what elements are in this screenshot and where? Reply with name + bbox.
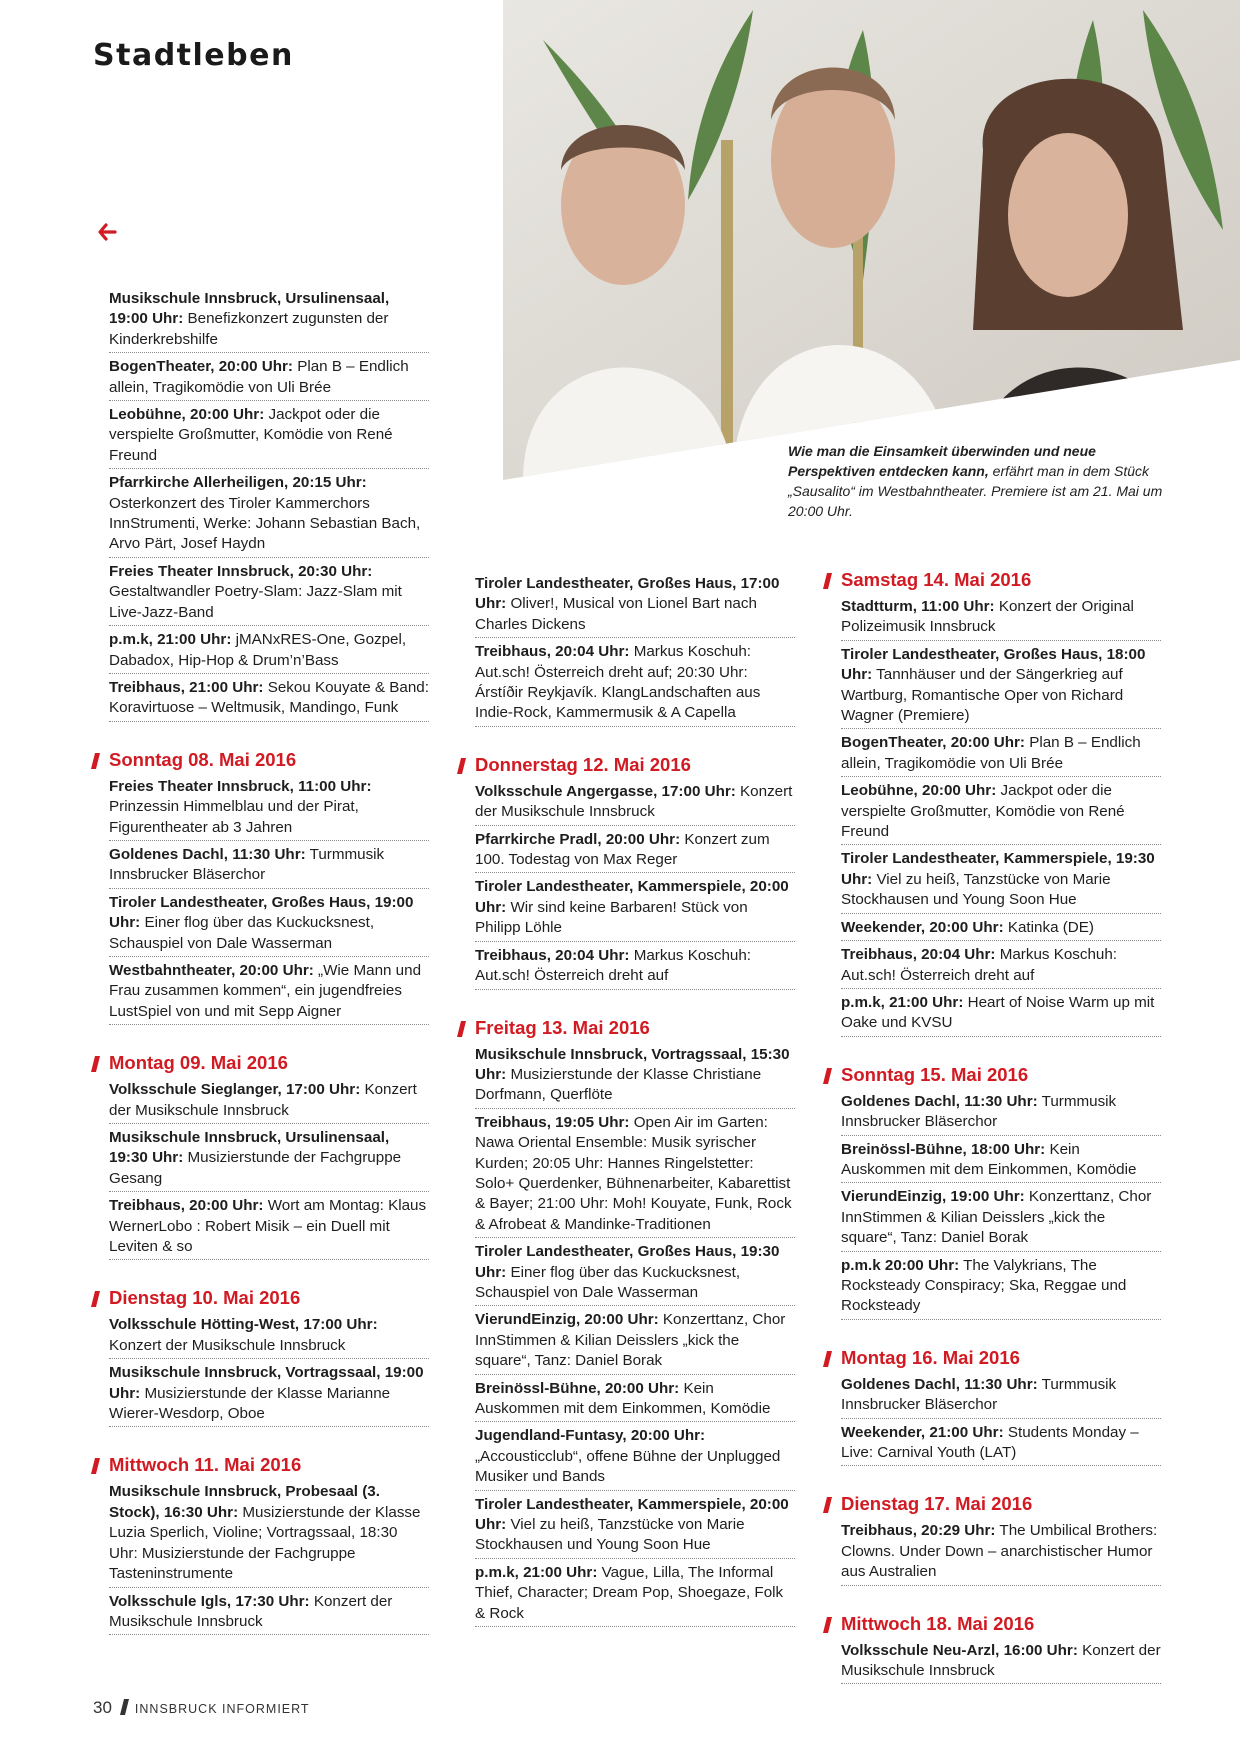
event-entry (109, 1314, 429, 1359)
event-description: Prinzessin Himmelblau und der Pirat, Figurentheater ab 3 Jahren (109, 798, 359, 836)
day-block (841, 568, 1161, 1037)
day-heading: Mittwoch 18. Mai 2016 (841, 1612, 1161, 1636)
event-entry (475, 1378, 795, 1423)
event-venue-time: Treibhaus, 21:00 Uhr: (109, 678, 264, 696)
event-entry (475, 1241, 795, 1306)
event-venue-time: Tiroler Landestheater, Großes Haus, 19:00 Uhr: (109, 893, 414, 932)
event-venue-time: Volksschule Angergasse, 17:00 Uhr: (475, 782, 736, 800)
event-venue-time: VierundEinzig, 19:00 Uhr: (841, 1188, 1025, 1206)
event-entry (841, 1422, 1161, 1467)
event-venue-time: Westbahntheater, 20:00 Uhr: (109, 961, 314, 979)
event-venue-time: Tiroler Landestheater, Großes Haus, 19:30 Uhr: (475, 1243, 780, 1281)
day-block (475, 573, 795, 727)
event-description: Konzert zum 100. Todestag von Max Reger (475, 830, 770, 869)
day-block (841, 1492, 1161, 1585)
event-venue-time: Musikschule Innsbruck, Ursulinensaal, 19:30 Uhr: (109, 1129, 390, 1167)
event-entry (841, 1186, 1161, 1251)
event-venue-time: Weekender, 21:00 Uhr: (841, 1423, 1004, 1441)
event-description: Konzert der Musikschule Innsbruck (109, 1592, 393, 1630)
event-venue-time: Breinössl-Bühne, 18:00 Uhr: (841, 1140, 1046, 1158)
event-description: Turmmusik Innsbrucker Bläserchor (841, 1092, 1117, 1131)
day-heading: Sonntag 08. Mai 2016 (109, 748, 429, 772)
day-block (475, 753, 795, 990)
event-venue-time: Goldenes Dachl, 11:30 Uhr: (841, 1375, 1038, 1393)
event-entry (109, 844, 429, 889)
event-entry (841, 1520, 1161, 1585)
event-description: Kein Auskommen mit dem Einkommen, Komödie (475, 1379, 771, 1417)
event-venue-time: p.m.k, 21:00 Uhr: (109, 631, 232, 649)
event-description: Wort am Montag: Klaus WernerLobo : Robert Misik – ein Duell mit Leviten & so (109, 1197, 427, 1256)
event-description: Heart of Noise Warm up mit Oake und KVSU (841, 993, 1155, 1032)
event-entry (841, 992, 1161, 1037)
day-block (841, 1612, 1161, 1685)
event-venue-time: BogenTheater, 20:00 Uhr: (841, 734, 1025, 752)
page-title: Stadtleben (93, 38, 294, 73)
day-heading: Freitag 13. Mai 2016 (475, 1016, 795, 1040)
event-entry (841, 732, 1161, 777)
event-entry (109, 1481, 429, 1587)
event-venue-time: Musikschule Innsbruck, Probesaal (3. Stock), 16:30 Uhr: (109, 1483, 380, 1521)
day-heading: Dienstag 10. Mai 2016 (109, 1286, 429, 1310)
footer-bar-icon (120, 1699, 129, 1715)
event-description: Turmmusik Innsbrucker Bläserchor (109, 845, 385, 884)
event-venue-time: Tiroler Landestheater, Kammerspiele, 19:30 Uhr: (841, 850, 1155, 888)
event-entry (475, 1425, 795, 1490)
day-block (109, 1453, 429, 1635)
event-entry (841, 1374, 1161, 1419)
event-description: Konzert der Musikschule Innsbruck (109, 1081, 417, 1119)
event-entry (475, 573, 795, 638)
event-entry (841, 848, 1161, 913)
event-description: Konzert der Musikschule Innsbruck (841, 1641, 1161, 1680)
event-entry (841, 1091, 1161, 1136)
event-venue-time: Volksschule Neu-Arzl, 16:00 Uhr: (841, 1641, 1078, 1659)
calendar-column-1 (109, 288, 429, 1661)
event-venue-time: Treibhaus, 19:05 Uhr: (475, 1113, 630, 1131)
event-entry (109, 1362, 429, 1427)
event-description: Oliver!, Musical von Lionel Bart nach Charles Dickens (475, 595, 757, 633)
event-entry (109, 1195, 429, 1260)
day-heading: Montag 09. Mai 2016 (109, 1051, 429, 1075)
day-heading: Montag 16. Mai 2016 (841, 1346, 1161, 1370)
event-description: Viel zu heiß, Tanzstücke von Marie Stockhausen und Young Soon Hue (841, 870, 1111, 909)
event-description: Einer flog über das Kuckucksnest, Schauspiel von Dale Wasserman (475, 1263, 741, 1301)
event-entry (475, 1112, 795, 1238)
event-description: Konzerttanz, Chor InnStimmen & Kilian Deisslers „kick the square“, Tanz: Daniel Borak (841, 1188, 1152, 1247)
event-entry (109, 629, 429, 674)
event-venue-time: Weekender, 20:00 Uhr: (841, 918, 1004, 936)
event-description: Musizierstunde der Fachgruppe Gesang (109, 1149, 402, 1187)
event-venue-time: Pfarrkirche Allerheiligen, 20:15 Uhr: (109, 474, 367, 492)
event-entry (841, 780, 1161, 845)
day-block (109, 1051, 429, 1260)
event-venue-time: Tiroler Landestheater, Kammerspiele, 20:00 Uhr: (475, 1495, 789, 1534)
event-description: Tannhäuser und der Sängerkrieg auf Wartburg, Romantische Oper von Richard Wagner (Premiere) (841, 666, 1124, 725)
event-entry (109, 776, 429, 841)
event-venue-time: Tiroler Landestheater, Großes Haus, 18:00 Uhr: (841, 645, 1146, 684)
event-description: The Umbilical Brothers: Clowns. Under Down – anarchistischer Humor aus Australien (841, 1522, 1158, 1581)
event-venue-time: Stadtturm, 11:00 Uhr: (841, 598, 995, 615)
event-description: Musizierstunde der Klasse Christiane Dorfmann, Querflöte (475, 1065, 762, 1104)
event-venue-time: p.m.k 20:00 Uhr: (841, 1256, 960, 1274)
event-entry (475, 1494, 795, 1559)
event-venue-time: Treibhaus, 20:29 Uhr: (841, 1522, 996, 1540)
page-number: 30 (93, 1698, 112, 1717)
event-entry (109, 892, 429, 957)
actors-photo-illustration (503, 0, 1240, 480)
event-venue-time: Volksschule Hötting-West, 17:00 Uhr: (109, 1316, 378, 1334)
event-description: Turmmusik Innsbrucker Bläserchor (841, 1375, 1117, 1414)
event-entry (475, 876, 795, 941)
event-description: Konzert der Original Polizeimusik Innsbruck (841, 598, 1134, 636)
day-block (109, 748, 429, 1025)
event-entry (841, 1640, 1161, 1685)
event-venue-time: Freies Theater Innsbruck, 11:00 Uhr: (109, 777, 372, 795)
event-entry (475, 1562, 795, 1627)
calendar-column-3 (841, 568, 1161, 1710)
event-entry (109, 472, 429, 558)
event-description: Wir sind keine Barbaren! Stück von Philipp Löhle (475, 898, 748, 937)
event-entry (475, 1044, 795, 1109)
event-description: Kein Auskommen mit dem Einkommen, Komödie (841, 1140, 1137, 1178)
event-entry (475, 829, 795, 874)
event-description: Musizierstunde der Klasse Marianne Wierer-Wesdorp, Oboe (109, 1384, 391, 1423)
event-description: Open Air im Garten: Nawa Oriental Ensemble: Musik syrischer Kurden; 20:05 Uhr: Hannes Ringelstetter: Solo+ Querdenker, Bühnenarbeiter, Kabarettist & Bayer; 21:00 Uhr: Moh! Kouyate, Funk, Rock & Afrobeat & Mandinke-Traditionen (475, 1113, 792, 1233)
event-entry (109, 404, 429, 469)
event-description: jMANxRES-One, Gozpel, Dabadox, Hip-Hop & Drum’n’Bass (109, 631, 407, 669)
event-venue-time: Volksschule Igls, 17:30 Uhr: (109, 1592, 310, 1610)
day-heading: Sonntag 15. Mai 2016 (841, 1063, 1161, 1087)
day-block (841, 1063, 1161, 1320)
event-venue-time: Leobühne, 20:00 Uhr: (841, 782, 997, 800)
event-description: Markus Koschuh: Aut.sch! Österreich dreht auf (475, 946, 752, 985)
event-entry (475, 781, 795, 826)
event-description: Jackpot oder die verspielte Großmutter, Komödie von René Freund (841, 782, 1125, 841)
event-entry (841, 944, 1161, 989)
event-description: Markus Koschuh: Aut.sch! Österreich dreht auf; 20:30 Uhr: Árstíðir Reykjavík. KlangLandschaften aus Indie-Rock, Kammermusik & A Capella (475, 643, 761, 722)
event-description: Students Monday – Live: Carnival Youth (LAT) (841, 1423, 1139, 1461)
day-heading: Dienstag 17. Mai 2016 (841, 1492, 1161, 1516)
event-entry (109, 1079, 429, 1124)
event-entry (109, 1127, 429, 1192)
event-description: Katinka (DE) (1003, 918, 1094, 936)
event-description: Sekou Kouyate & Band: Koravirtuose – Weltmusik, Mandingo, Funk (109, 678, 429, 717)
event-entry (475, 641, 795, 727)
event-venue-time: Volksschule Sieglanger, 17:00 Uhr: (109, 1081, 361, 1099)
event-venue-time: Tiroler Landestheater, Großes Haus, 17:00 Uhr: (475, 575, 780, 613)
event-entry (475, 945, 795, 990)
event-entry (109, 960, 429, 1025)
event-venue-time: Treibhaus, 20:04 Uhr: (475, 643, 630, 661)
event-description: Markus Koschuh: Aut.sch! Österreich dreht auf (841, 946, 1118, 984)
event-venue-time: Freies Theater Innsbruck, 20:30 Uhr: (109, 562, 373, 580)
photo-caption: Wie man die Einsamkeit überwinden und neue Perspektiven entdecken kann, erfährt man in dem Stück „Sausalito“ im Westbahntheater. Premiere ist am 21. Mai um 20:00 Uhr. (788, 443, 1163, 519)
event-venue-time: Musikschule Innsbruck, Ursulinensaal, 19:00 Uhr: (109, 290, 390, 328)
event-venue-time: Treibhaus, 20:04 Uhr: (475, 946, 630, 964)
event-venue-time: Musikschule Innsbruck, Vortragssaal, 15:30 Uhr: (475, 1045, 790, 1083)
event-venue-time: Tiroler Landestheater, Kammerspiele, 20:00 Uhr: (475, 878, 789, 916)
event-entry (841, 1255, 1161, 1320)
event-description: Vague, Lilla, The Informal Thief, Character; Dream Pop, Shoegaze, Folk & Rock (475, 1563, 784, 1622)
event-entry (109, 288, 429, 353)
event-description: Musizierstunde der Klasse Luzia Sperlich, Violine; Vortragssaal, 18:30 Uhr: Musizierstunde der Fachgruppe Tasteninstrumente (109, 1503, 421, 1583)
event-description: „Wie Mann und Frau zusammen kommen“, ein jugendfreies LustSpiel von und mit Sepp Aigner (109, 961, 422, 1020)
event-description: Jackpot oder die verspielte Großmutter, Komödie von René Freund (109, 406, 393, 464)
event-entry (841, 644, 1161, 730)
event-entry (475, 1309, 795, 1374)
back-arrow-icon[interactable] (96, 222, 118, 242)
event-venue-time: Treibhaus, 20:00 Uhr: (109, 1197, 264, 1215)
event-venue-time: VierundEinzig, 20:00 Uhr: (475, 1311, 659, 1329)
event-venue-time: p.m.k, 21:00 Uhr: (475, 1563, 598, 1581)
day-block (109, 288, 429, 722)
magazine-name: INNSBRUCK INFORMIERT (134, 1702, 310, 1716)
event-description: Benefizkonzert zugunsten der Kinderkrebshilfe (109, 310, 389, 348)
calendar-column-2 (475, 573, 795, 1653)
event-entry (841, 1139, 1161, 1184)
event-venue-time: p.m.k, 21:00 Uhr: (841, 993, 964, 1011)
event-venue-time: Goldenes Dachl, 11:30 Uhr: (109, 845, 306, 863)
day-block (475, 1016, 795, 1628)
day-heading: Samstag 14. Mai 2016 (841, 568, 1161, 592)
event-description: Osterkonzert des Tiroler Kammerchors InnStrumenti, Werke: Johann Sebastian Bach, Arvo Pärt, Josef Haydn (109, 494, 421, 553)
event-entry (109, 1591, 429, 1636)
event-venue-time: Musikschule Innsbruck, Vortragssaal, 19:00 Uhr: (109, 1364, 424, 1402)
event-description: Plan B – Endlich allein, Tragikomödie von Uli Brée (841, 734, 1141, 772)
event-entry (841, 596, 1161, 641)
event-description: Konzert der Musikschule Innsbruck (475, 782, 793, 821)
day-heading: Mittwoch 11. Mai 2016 (109, 1453, 429, 1477)
day-block (109, 1286, 429, 1427)
event-description: Konzert der Musikschule Innsbruck (109, 1336, 346, 1354)
event-description: Einer flog über das Kuckucksnest, Schauspiel von Dale Wasserman (109, 914, 375, 952)
event-description: Plan B – Endlich allein, Tragikomödie von Uli Brée (109, 358, 409, 396)
event-description: Gestaltwandler Poetry-Slam: Jazz-Slam mit Live-Jazz-Band (109, 583, 402, 621)
event-description: „Accousticclub“, offene Bühne der Unplugged Musiker und Bands (475, 1447, 781, 1486)
header-photo (503, 0, 1240, 480)
event-venue-time: BogenTheater, 20:00 Uhr: (109, 358, 293, 376)
page-footer (93, 1698, 310, 1718)
event-entry (109, 561, 429, 626)
event-description: Viel zu heiß, Tanzstücke von Marie Stockhausen und Young Soon Hue (475, 1516, 745, 1554)
event-venue-time: Pfarrkirche Pradl, 20:00 Uhr: (475, 830, 681, 848)
event-venue-time: Breinössl-Bühne, 20:00 Uhr: (475, 1379, 680, 1397)
event-venue-time: Leobühne, 20:00 Uhr: (109, 406, 265, 424)
event-description: The Valykrians, The Rocksteady Conspiracy; Ska, Reggae und Rocksteady (841, 1256, 1127, 1315)
event-entry (109, 356, 429, 401)
event-venue-time: Treibhaus, 20:04 Uhr: (841, 946, 996, 964)
event-entry (841, 917, 1161, 941)
event-entry (109, 677, 429, 722)
day-block (841, 1346, 1161, 1467)
event-venue-time: Goldenes Dachl, 11:30 Uhr: (841, 1092, 1038, 1110)
day-heading: Donnerstag 12. Mai 2016 (475, 753, 795, 777)
event-venue-time: Jugendland-Funtasy, 20:00 Uhr: (475, 1427, 706, 1445)
event-description: Konzerttanz, Chor InnStimmen & Kilian Deisslers „kick the square“, Tanz: Daniel Borak (475, 1311, 786, 1370)
person-right (973, 79, 1193, 480)
